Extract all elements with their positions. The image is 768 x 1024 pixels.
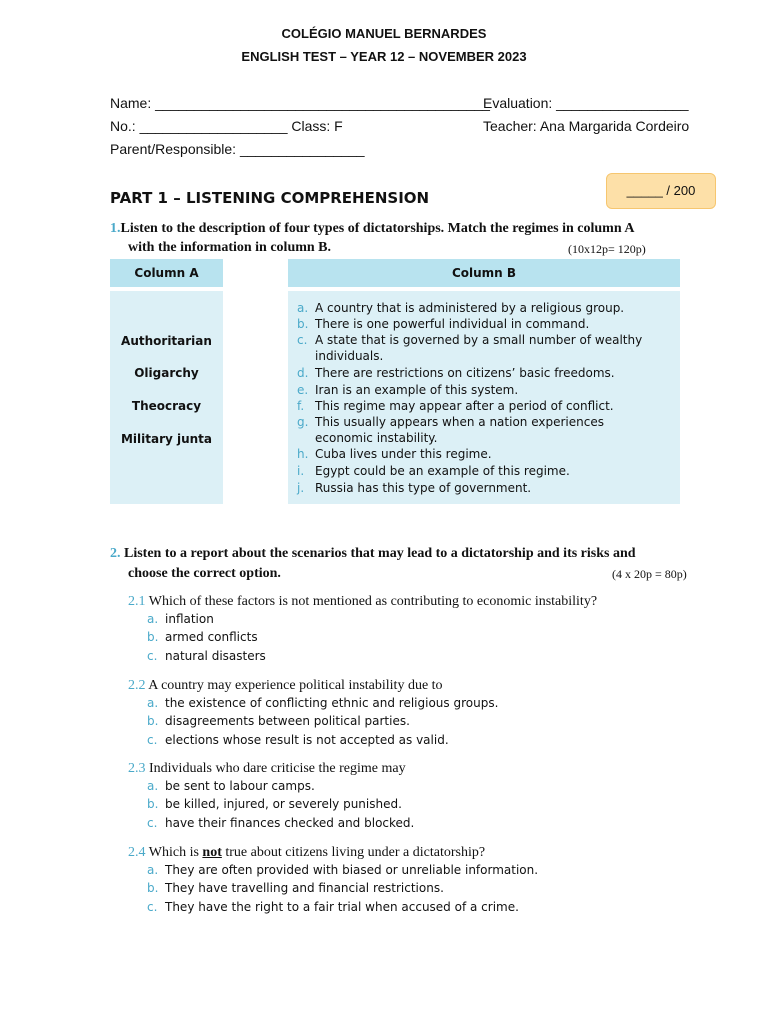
question-2-1: 2.1 Which of these factors is not mentioned as contributing to economic instability? — [128, 594, 598, 609]
answer-option[interactable]: a. They are often provided with biased or unreliable information. — [147, 863, 539, 877]
question-1-number: 1. — [110, 221, 121, 236]
answer-option[interactable]: b. armed conflicts — [147, 630, 258, 644]
evaluation-field[interactable]: Evaluation: _________________ — [483, 95, 689, 111]
column-b: a. A country that is administered by a religious group. b. There is one powerful individual in command. c. A state that is governed by a small number of wealthy individuals. d. There are restrictions on citizens’ basic freedoms. e. Iran is an example of this system. f. This regime may appear after a period of conflict. g. This usually appears when a nation experiences economic instability. h. Cuba lives under this regime. i. Egypt could be an example of this regime. j. Russia has this type of government. — [288, 291, 680, 504]
score-box: _____ / 200 — [606, 173, 716, 209]
answer-option[interactable]: a. the existence of conflicting ethnic and religious groups. — [147, 696, 499, 710]
regime-oligarchy: Oligarchy — [134, 366, 199, 380]
question-2-3: 2.3 Individuals who dare criticise the regime may — [128, 761, 406, 776]
question-1-line1 — [110, 221, 634, 237]
question-2-number: 2. — [110, 546, 121, 561]
school-name: COLÉGIO MANUEL BERNARDES — [281, 26, 487, 41]
question-2-points: (4 x 20p = 80p) — [612, 567, 687, 581]
test-title: ENGLISH TEST – YEAR 12 – NOVEMBER 2023 — [241, 49, 527, 64]
question-1-line2: with the information in column B. — [128, 240, 332, 255]
question-1-text: Listen to the description of four types of dictatorships. Match the regimes in column A — [120, 221, 635, 236]
column-a-header: Column A — [110, 259, 223, 287]
question-2-text: Listen to a report about the scenarios that may lead to a dictatorship and its risks and — [124, 546, 636, 561]
answer-option[interactable]: a. inflation — [147, 612, 214, 626]
question-1-points: (10x12p= 120p) — [568, 242, 646, 256]
question-2-4: 2.4 Which is not true about citizens living under a dictatorship? — [128, 845, 486, 860]
regime-theocracy: Theocracy — [131, 399, 202, 413]
answer-option[interactable]: a. be sent to labour camps. — [147, 779, 315, 793]
question-2-line2: choose the correct option. — [128, 566, 281, 581]
answer-option[interactable]: c. They have the right to a fair trial when accused of a crime. — [147, 900, 519, 914]
question-2-line1 — [110, 546, 636, 562]
answer-option[interactable]: c. elections whose result is not accepted as valid. — [147, 733, 449, 747]
answer-option[interactable]: b. be killed, injured, or severely punished. — [147, 797, 402, 811]
question-2-2: 2.2 A country may experience political instability due to — [128, 678, 443, 693]
regime-authoritarian: Authoritarian — [121, 334, 212, 348]
column-a — [110, 291, 223, 504]
parent-field[interactable]: Parent/Responsible: ________________ — [110, 141, 365, 157]
answer-option[interactable]: b. They have travelling and financial restrictions. — [147, 881, 444, 895]
answer-option[interactable]: c. have their finances checked and blocked. — [147, 816, 415, 830]
answer-option[interactable]: c. natural disasters — [147, 649, 266, 663]
column-b-header: Column B — [288, 259, 680, 287]
part-title: PART 1 – LISTENING COMPREHENSION — [110, 189, 430, 207]
regime-military-junta: Military junta — [120, 432, 213, 446]
number-class-field[interactable]: No.: ___________________ Class: F — [110, 118, 343, 134]
teacher-label: Teacher: Ana Margarida Cordeiro — [483, 118, 690, 134]
answer-option[interactable]: b. disagreements between political parties. — [147, 714, 410, 728]
name-field[interactable]: Name: ___________________________________________ — [110, 95, 490, 111]
